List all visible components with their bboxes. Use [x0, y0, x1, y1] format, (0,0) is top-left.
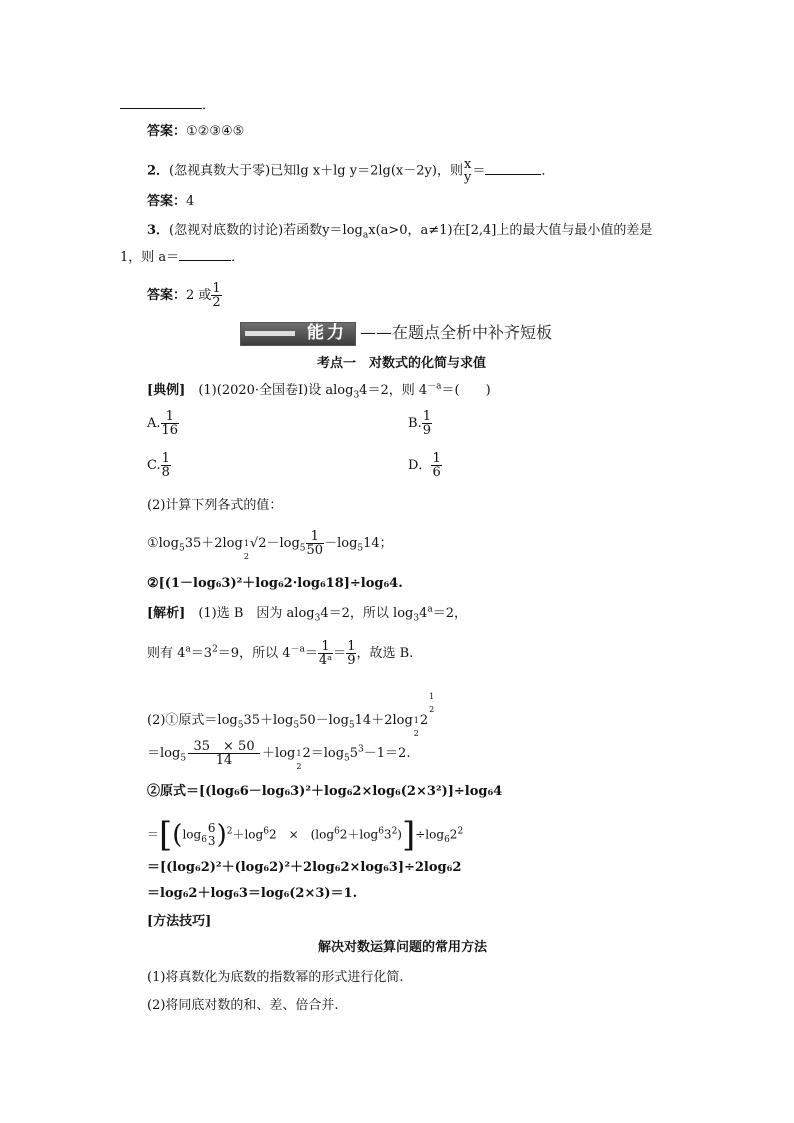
example-expr1: $①\log_535+2\log$ 1 2 $√2-\log_5$ $\frac{1}{50}$ $-\log_514$；: [147, 529, 393, 561]
solution-line1: [解析] (1)选 B 因为 alog$_3$4＝2，所以 $\log_34^a=2$，: [147, 604, 468, 624]
question-number: 2．: [147, 163, 170, 179]
q3-answer: 答案：2 或 $\frac{1}{2}$: [147, 281, 221, 310]
option-a: A. $\frac{1}{16}$: [147, 409, 179, 438]
question-3: 3．(忽视对底数的讨论)若函数$y=\log_ax(a>0$，a≠1)在[2,4]上的最大值与最小值的差是: [147, 223, 653, 241]
fraction: x y: [463, 157, 472, 185]
question-2: 2．(忽视真数大于零)已知lg x＋lg y＝2lg(x－2y)，则 x y ＝ ．: [147, 157, 555, 185]
banner-title: 能力: [307, 323, 347, 343]
method-title: 解决对数运算问题的常用方法: [318, 940, 488, 955]
banner-subtitle: ——在题点全析中补齐短板: [360, 323, 553, 342]
question-hint: (忽视真数大于零): [169, 163, 271, 179]
example-q1: [典例] (1)(2020·全国卷Ⅰ)设 alog$_3$4＝2，则 $4^{-a}=$( ): [147, 381, 491, 401]
method-item-1: (1)将真数化为底数的指数幂的形式进行化简.: [147, 970, 404, 985]
blank-line-top: ．: [120, 98, 215, 114]
question-3-line2: 1，则 a＝ ．: [120, 250, 245, 265]
method-item-2: (2)将同底对数的和、差、倍合并.: [147, 998, 339, 1013]
section-banner: [240, 322, 568, 344]
q2-answer: 答案：4: [147, 194, 195, 209]
option-d: D． $\frac{1}{6}$: [408, 451, 441, 480]
answer-value: ①②③④⑤: [186, 124, 245, 139]
method-label: [方法技巧]: [147, 914, 212, 929]
solution-line6: $=[(\log_6$ 6 3 )$^2+\log^62$ × $(\log^62+\log^63^2)]\div\log_62^2$: [147, 815, 464, 855]
solution-line2: 则有 $4^a=3^2=9$，所以 $4^{-a}=$ $\frac{1}{\text{4ᵃ}}$ ＝ $\frac{1}{9}$ ，故选 B.: [147, 639, 414, 668]
section-title: 考点一 对数式的化简与求值: [317, 356, 487, 371]
option-c: C. $\frac{1}{8}$: [147, 451, 170, 480]
solution-line7: ＝[(log₆2)²＋(log₆2)²＋2log₆2×log₆3]÷2log₆2: [147, 860, 462, 875]
solution-line4: $=\log_5$ $\frac{35 \times 50}{14}$ ＋log 1 2 $2=\log_55^3-1=2$.: [147, 739, 411, 771]
solution-line5: ②原式＝[(log₆6－log₆3)²＋log₆2×log₆(2×3²)]÷log₆4: [147, 784, 503, 799]
solution-line8: ＝log₆2＋log₆3＝log₆(2×3)＝1.: [147, 886, 358, 901]
question-stem: 已知lg x＋lg y＝2lg(x－2y)，则: [270, 163, 463, 179]
example-q2: (2)计算下列各式的值：: [147, 498, 283, 513]
solution-line3: (2)①原式$=\log_535+\log_550-\log_514+2\log$ 1 2 2 1 2: [147, 692, 435, 738]
answer-label: 答案：: [147, 124, 187, 139]
fraction: $\frac{1}{2}$: [212, 281, 221, 310]
q1-answer: [147, 124, 244, 140]
example-expr2: ②[(1－log₆3)²＋log₆2·log₆18]÷log₆4.: [147, 576, 403, 591]
option-b: B. $\frac{1}{9}$: [408, 409, 431, 438]
